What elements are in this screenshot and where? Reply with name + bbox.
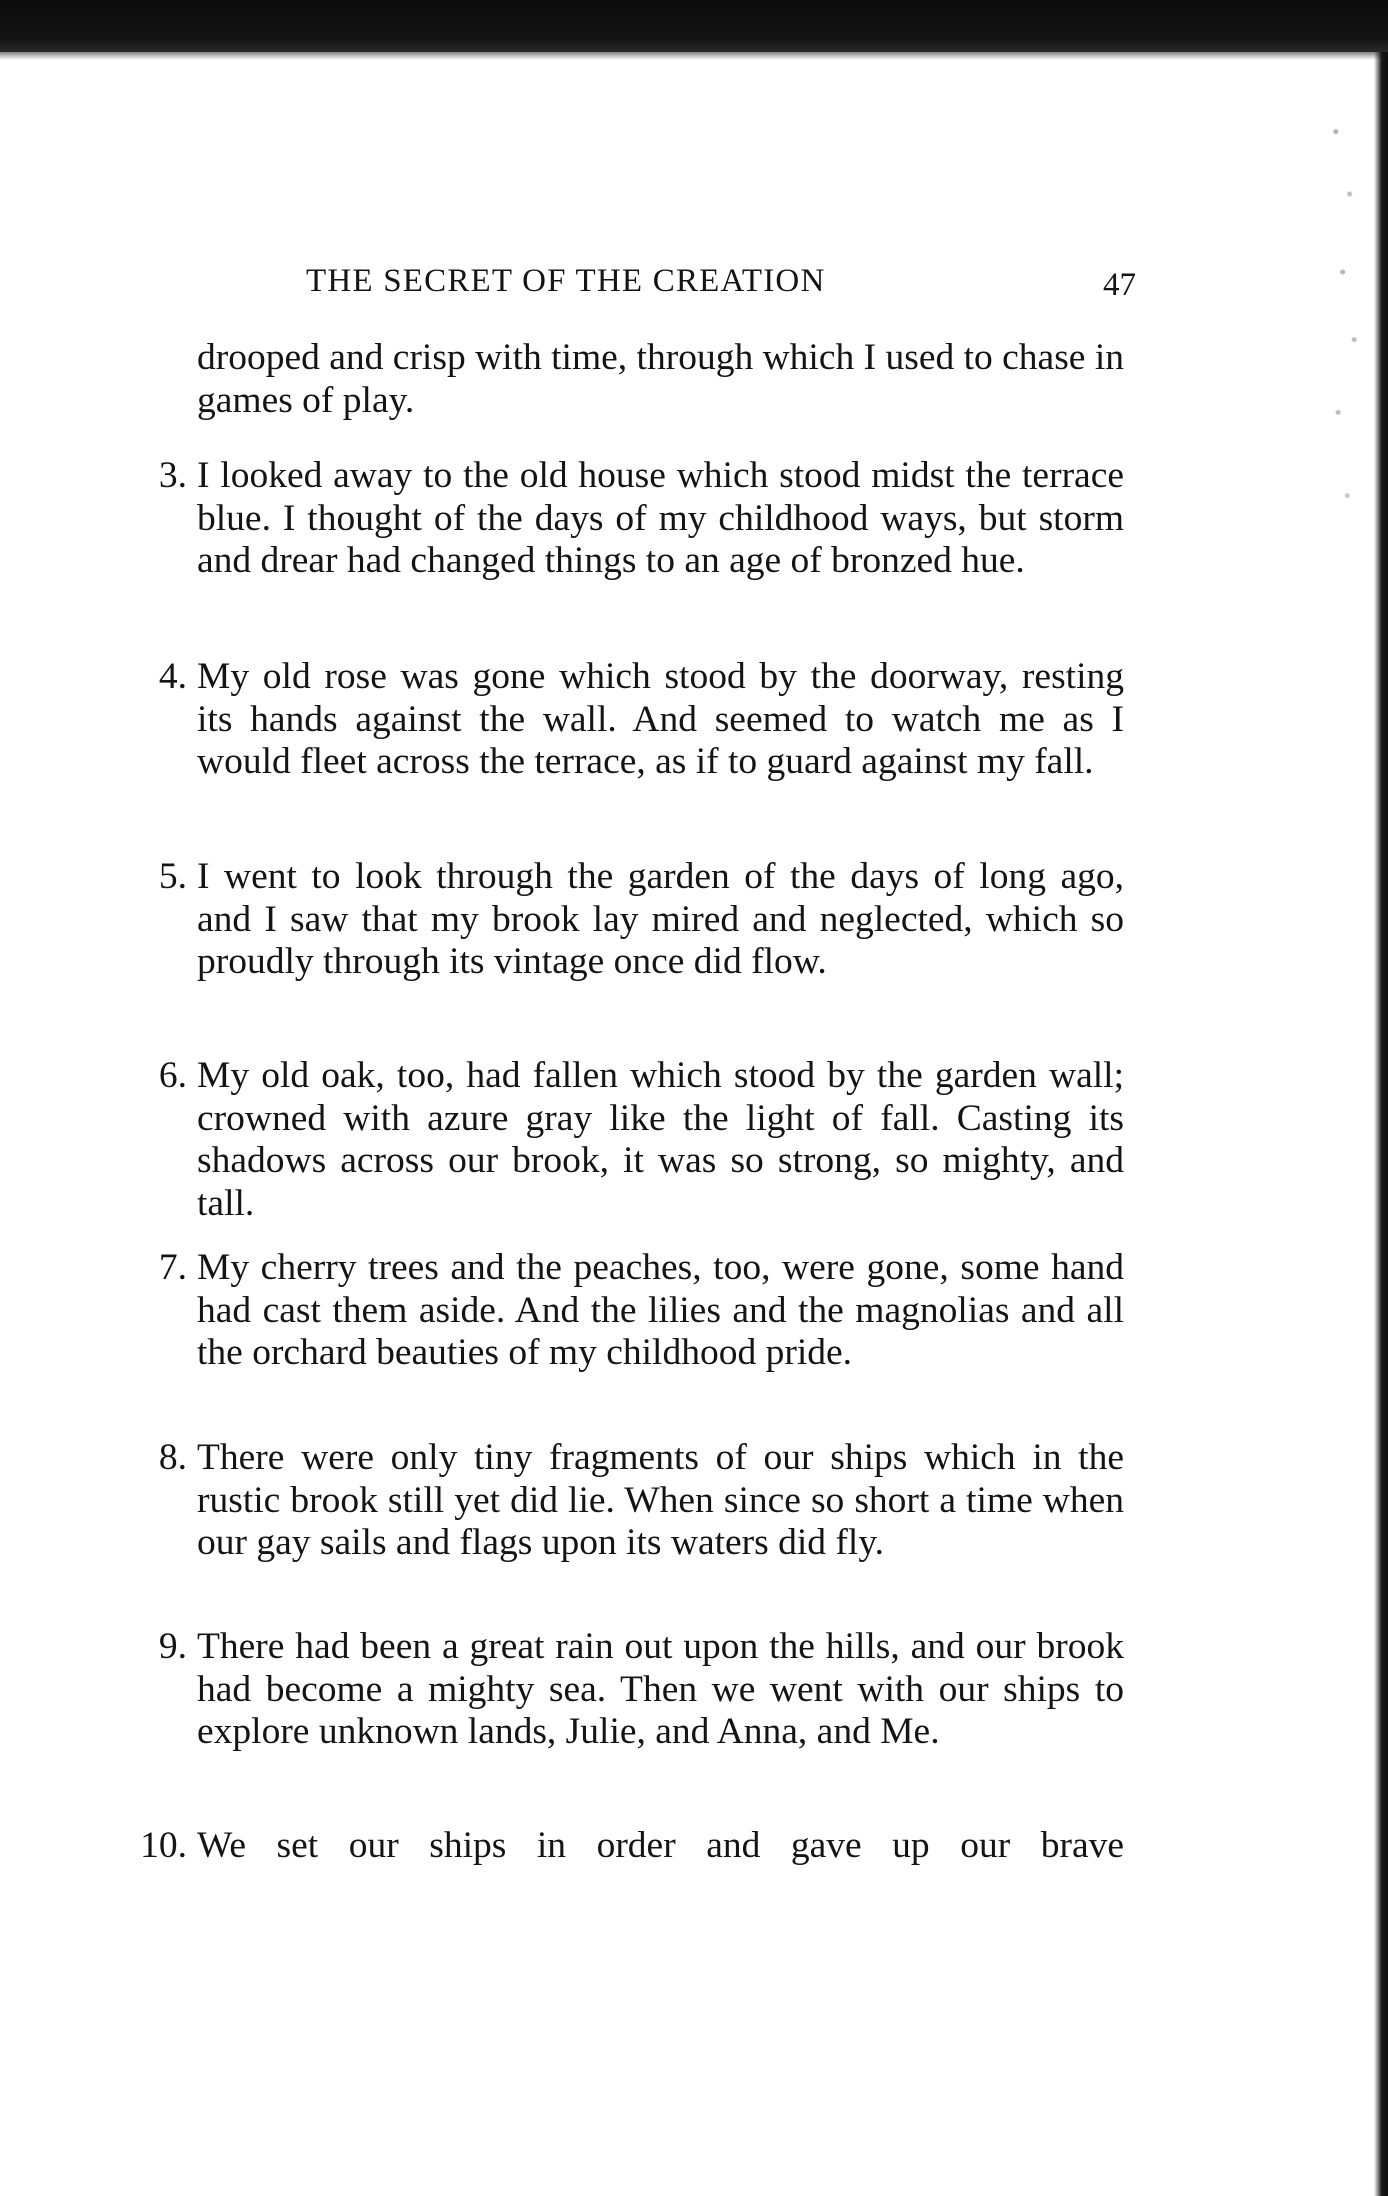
- paragraph-text: I went to look through the garden of the days of long ago, and I saw that my brook lay mired and neglected, which so proudly through its vintage once did flow.: [197, 856, 1124, 983]
- paragraph-text: We set our ships in order and gave up our brave: [197, 1825, 1124, 1866]
- paragraph-text: There had been a great rain out upon the hills, and our brook had become a mighty sea. Then we went with our ships to explore unknown lands, Julie, and Anna, and Me.: [197, 1626, 1124, 1753]
- paragraph-number: 5.: [158, 856, 187, 897]
- paragraph-8: [158, 1437, 1124, 1565]
- paragraph-7: [158, 1247, 1124, 1375]
- paragraph-4: [158, 656, 1124, 784]
- paragraph-number: 8.: [158, 1437, 187, 1478]
- paragraph-continued: [197, 337, 1124, 422]
- chapter-title: THE SECRET OF THE CREATION: [306, 263, 826, 299]
- page-number: 47: [1103, 267, 1136, 303]
- paragraph-text: I looked away to the old house which stood midst the terrace blue. I thought of the days of my childhood ways, but storm and drear had changed things to an age of bronzed hue.: [197, 455, 1124, 582]
- paragraph-number: 6.: [158, 1055, 187, 1096]
- paragraph-text: My old rose was gone which stood by the doorway, resting its hands against the wall. And seemed to watch me as I would fleet across the terrace, as if to guard against my fall.: [197, 656, 1124, 783]
- paragraph-text: My old oak, too, had fallen which stood by the garden wall; crowned with azure gray like the light of fall. Casting its shadows across our brook, it was so strong, so mighty, and tall.: [197, 1055, 1124, 1224]
- paragraph-9: [158, 1626, 1124, 1754]
- paragraph-number: 9.: [158, 1626, 187, 1667]
- paragraph-text: There were only tiny fragments of our ships which in the rustic brook still yet did lie. When since so short a time when our gay sails and flags upon its waters did fly.: [197, 1437, 1124, 1564]
- paragraph-number: 10.: [140, 1825, 187, 1866]
- paragraph-5: [158, 856, 1124, 984]
- paragraph-3: [158, 455, 1124, 583]
- paragraph-text: drooped and crisp with time, through which I used to chase in games of play.: [197, 337, 1124, 421]
- paragraph-text: My cherry trees and the peaches, too, were gone, some hand had cast them aside. And the lilies and the magnolias and all the orchard beauties of my childhood pride.: [197, 1247, 1124, 1374]
- paragraph-number: 3.: [158, 455, 187, 496]
- paragraph-10: [140, 1825, 1124, 1868]
- paragraph-number: 4.: [158, 656, 187, 697]
- paragraph-number: 7.: [158, 1247, 187, 1288]
- paragraph-6: [158, 1055, 1124, 1225]
